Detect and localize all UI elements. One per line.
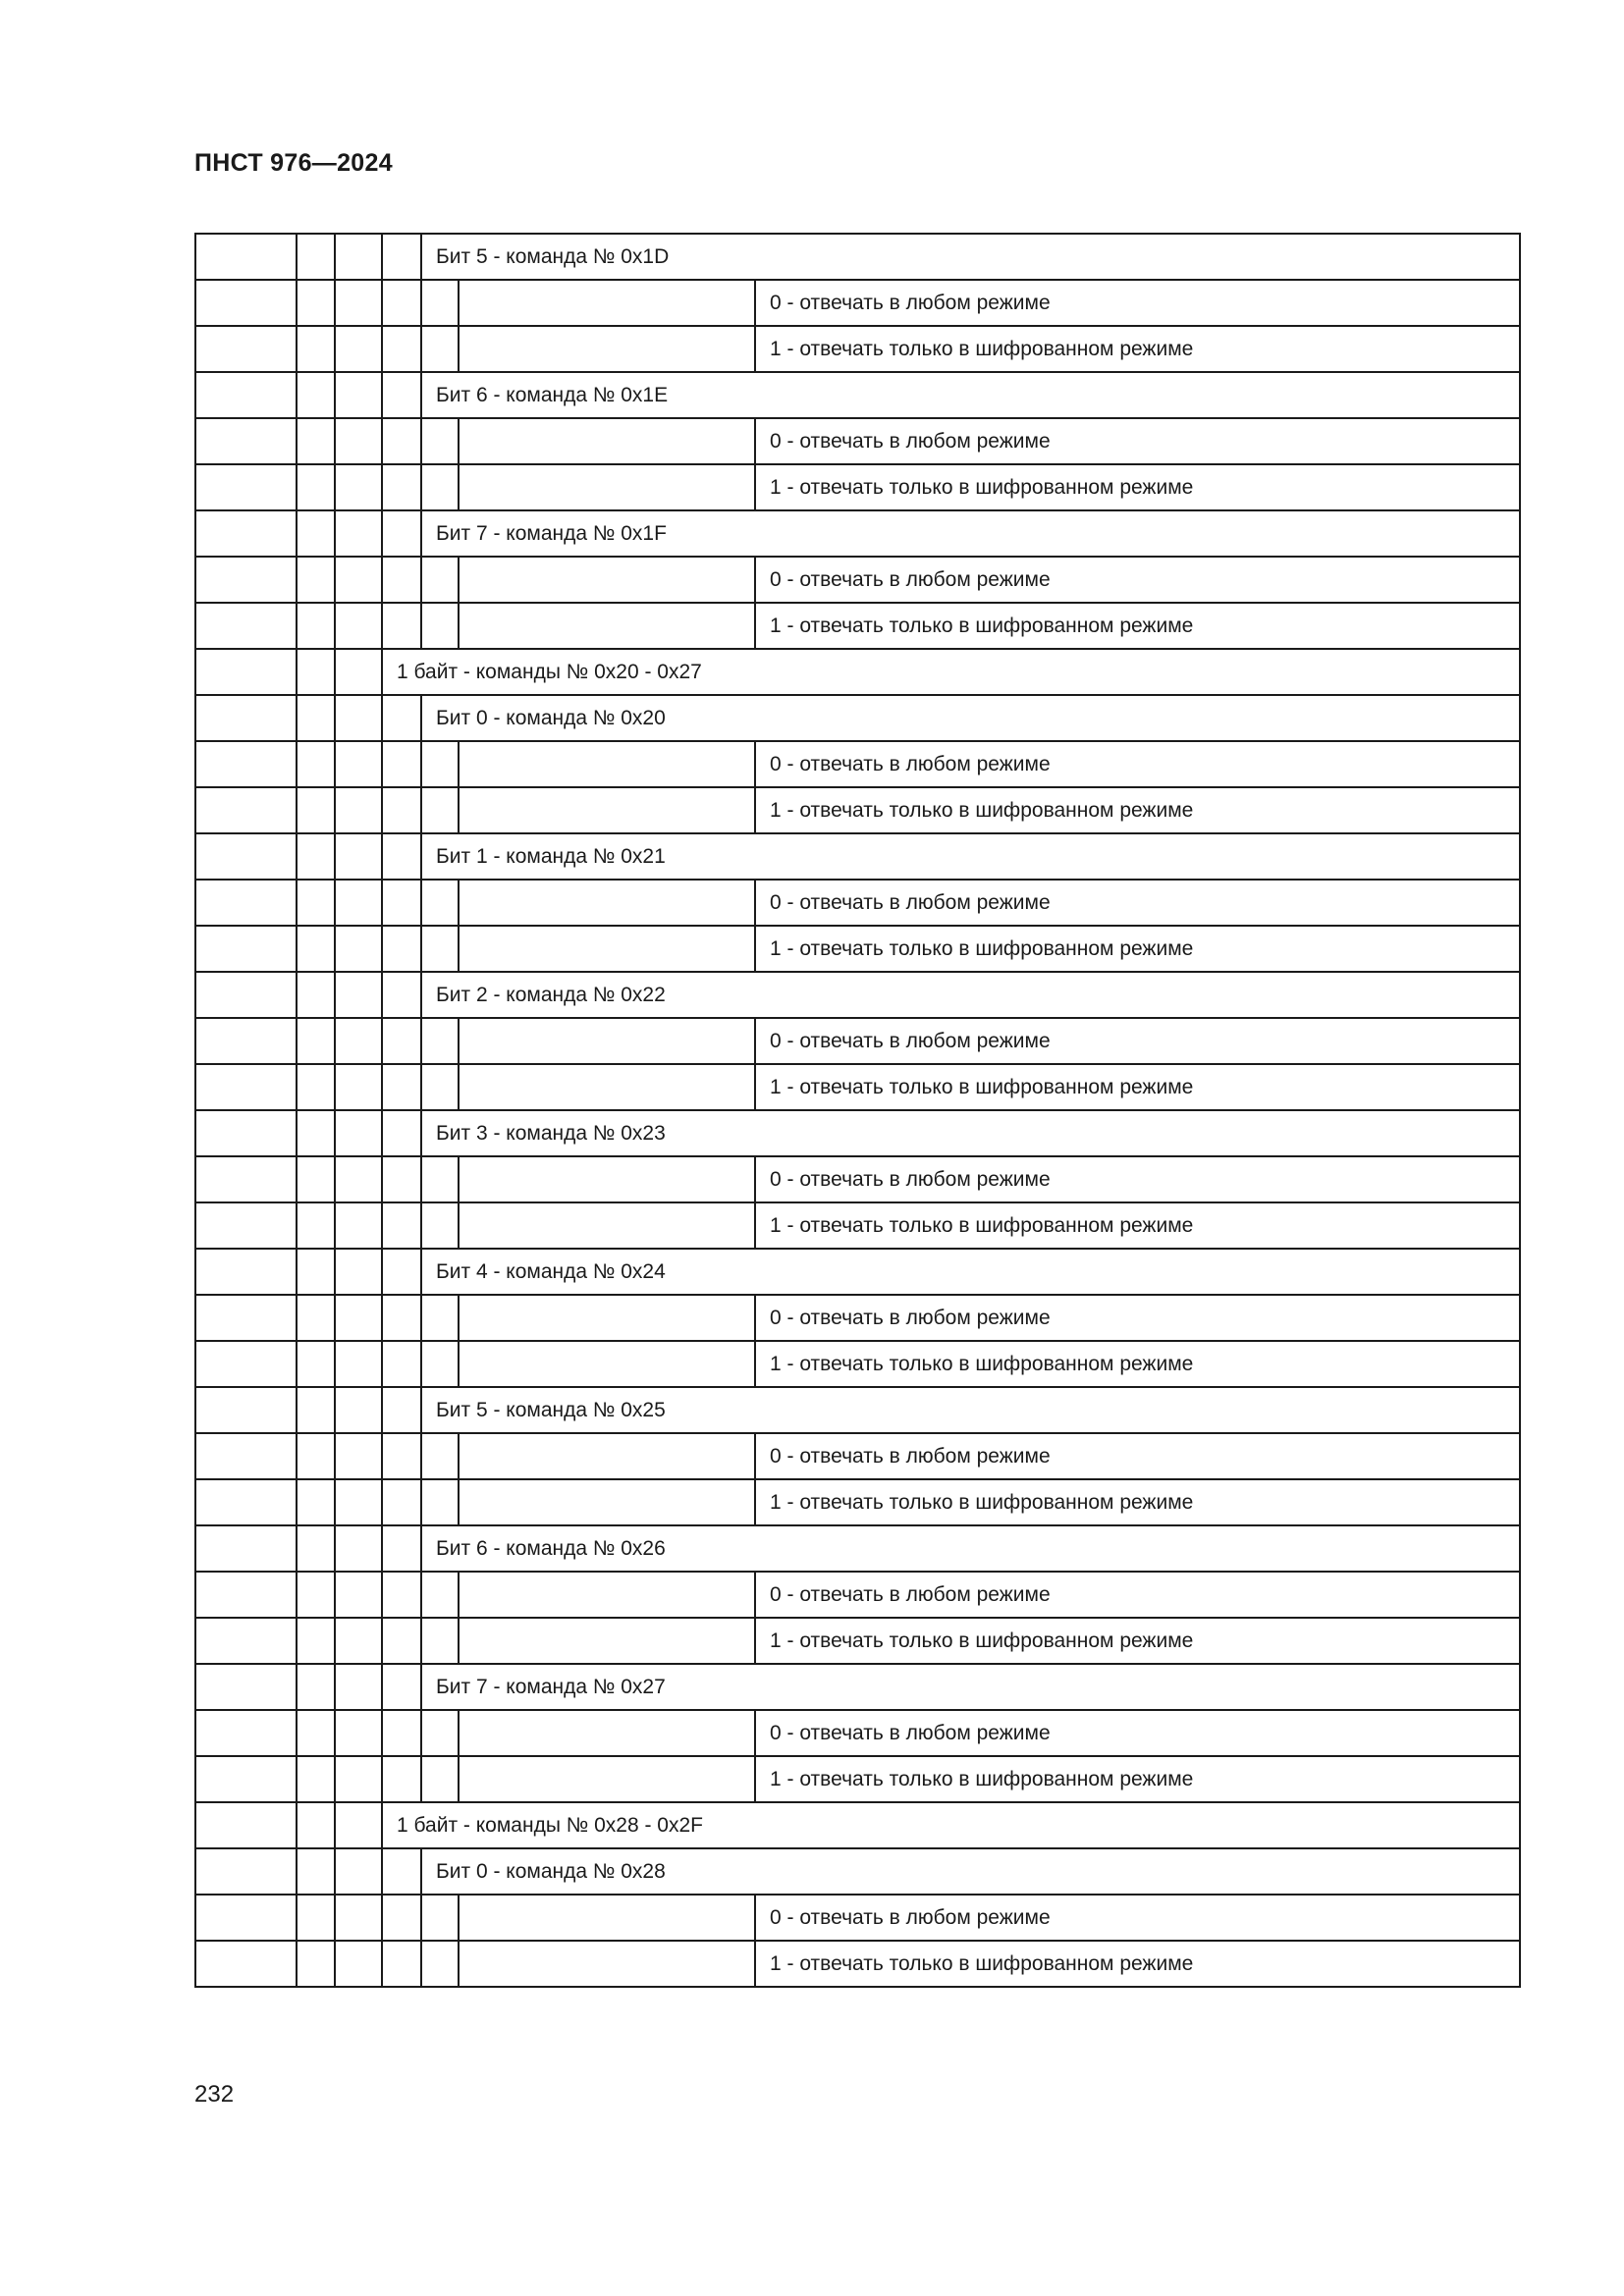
empty-cell <box>297 1433 335 1479</box>
empty-cell <box>297 1525 335 1572</box>
empty-cell <box>335 372 382 418</box>
table-row <box>195 1433 1520 1479</box>
empty-cell <box>195 1249 297 1295</box>
empty-cell <box>382 833 421 880</box>
empty-cell <box>335 234 382 280</box>
empty-cell <box>421 1295 459 1341</box>
empty-cell <box>335 418 382 464</box>
table-row <box>195 1848 1520 1895</box>
empty-cell <box>195 695 297 741</box>
empty-cell <box>195 372 297 418</box>
empty-cell <box>335 1941 382 1987</box>
bit-header-cell: Бит 7 - команда № 0x1F <box>421 510 1520 557</box>
empty-cell <box>195 1848 297 1895</box>
table-row <box>195 1525 1520 1572</box>
empty-cell <box>421 464 459 510</box>
value-cell: 1 - отвечать только в шифрованном режиме <box>755 926 1520 972</box>
empty-cell <box>421 1895 459 1941</box>
empty-cell <box>421 1756 459 1802</box>
empty-cell <box>335 1202 382 1249</box>
empty-cell <box>195 1064 297 1110</box>
value-cell: 0 - отвечать в любом режиме <box>755 1018 1520 1064</box>
empty-cell <box>195 1618 297 1664</box>
empty-cell <box>297 1572 335 1618</box>
empty-cell <box>421 1156 459 1202</box>
empty-cell <box>421 1433 459 1479</box>
bit-header-cell: Бит 0 - команда № 0x28 <box>421 1848 1520 1895</box>
empty-cell <box>459 418 755 464</box>
table-row <box>195 1895 1520 1941</box>
empty-cell <box>459 1756 755 1802</box>
empty-cell <box>459 280 755 326</box>
empty-cell <box>195 510 297 557</box>
table-row <box>195 1802 1520 1848</box>
table-row <box>195 880 1520 926</box>
table-row <box>195 1618 1520 1664</box>
table-row <box>195 1387 1520 1433</box>
empty-cell <box>335 833 382 880</box>
empty-cell <box>421 1710 459 1756</box>
empty-cell <box>195 603 297 649</box>
empty-cell <box>335 1756 382 1802</box>
empty-cell <box>335 1895 382 1941</box>
empty-cell <box>335 603 382 649</box>
empty-cell <box>297 1479 335 1525</box>
value-cell: 1 - отвечать только в шифрованном режиме <box>755 1202 1520 1249</box>
empty-cell <box>382 1848 421 1895</box>
empty-cell <box>195 649 297 695</box>
table-row <box>195 234 1520 280</box>
empty-cell <box>382 1202 421 1249</box>
empty-cell <box>421 418 459 464</box>
value-cell: 0 - отвечать в любом режиме <box>755 741 1520 787</box>
empty-cell <box>297 787 335 833</box>
value-cell: 1 - отвечать только в шифрованном режиме <box>755 1941 1520 1987</box>
empty-cell <box>195 1895 297 1941</box>
bit-header-cell: Бит 5 - команда № 0x1D <box>421 234 1520 280</box>
spec-table-body <box>195 234 1520 1987</box>
empty-cell <box>459 1433 755 1479</box>
empty-cell <box>335 1479 382 1525</box>
empty-cell <box>421 926 459 972</box>
page-number: 232 <box>194 2081 235 2108</box>
empty-cell <box>382 972 421 1018</box>
value-cell: 1 - отвечать только в шифрованном режиме <box>755 326 1520 372</box>
empty-cell <box>297 1249 335 1295</box>
empty-cell <box>459 1618 755 1664</box>
empty-cell <box>195 1341 297 1387</box>
empty-cell <box>382 372 421 418</box>
empty-cell <box>421 741 459 787</box>
empty-cell <box>297 510 335 557</box>
table-row <box>195 695 1520 741</box>
empty-cell <box>382 1710 421 1756</box>
value-cell: 0 - отвечать в любом режиме <box>755 557 1520 603</box>
empty-cell <box>195 833 297 880</box>
empty-cell <box>335 880 382 926</box>
empty-cell <box>297 326 335 372</box>
bit-header-cell: Бит 3 - команда № 0x23 <box>421 1110 1520 1156</box>
empty-cell <box>195 787 297 833</box>
empty-cell <box>459 557 755 603</box>
empty-cell <box>297 1202 335 1249</box>
empty-cell <box>297 1018 335 1064</box>
empty-cell <box>297 1110 335 1156</box>
empty-cell <box>421 787 459 833</box>
value-cell: 0 - отвечать в любом режиме <box>755 880 1520 926</box>
table-row <box>195 418 1520 464</box>
empty-cell <box>195 1110 297 1156</box>
empty-cell <box>335 1664 382 1710</box>
empty-cell <box>195 1802 297 1848</box>
value-cell: 1 - отвечать только в шифрованном режиме <box>755 603 1520 649</box>
table-row <box>195 1064 1520 1110</box>
empty-cell <box>297 1295 335 1341</box>
value-cell: 1 - отвечать только в шифрованном режиме <box>755 1479 1520 1525</box>
empty-cell <box>297 695 335 741</box>
empty-cell <box>335 1710 382 1756</box>
empty-cell <box>382 1664 421 1710</box>
value-cell: 1 - отвечать только в шифрованном режиме <box>755 1618 1520 1664</box>
table-row <box>195 926 1520 972</box>
empty-cell <box>195 1525 297 1572</box>
empty-cell <box>335 510 382 557</box>
empty-cell <box>335 557 382 603</box>
empty-cell <box>382 1249 421 1295</box>
empty-cell <box>459 741 755 787</box>
empty-cell <box>297 741 335 787</box>
empty-cell <box>195 1941 297 1987</box>
empty-cell <box>195 1710 297 1756</box>
value-cell: 1 - отвечать только в шифрованном режиме <box>755 1341 1520 1387</box>
spec-table <box>194 233 1521 1988</box>
empty-cell <box>297 1618 335 1664</box>
table-row <box>195 1156 1520 1202</box>
empty-cell <box>459 880 755 926</box>
bit-header-cell: Бит 5 - команда № 0x25 <box>421 1387 1520 1433</box>
empty-cell <box>195 1156 297 1202</box>
empty-cell <box>382 1941 421 1987</box>
value-cell: 0 - отвечать в любом режиме <box>755 1156 1520 1202</box>
empty-cell <box>459 1895 755 1941</box>
table-row <box>195 1341 1520 1387</box>
empty-cell <box>382 1895 421 1941</box>
empty-cell <box>421 1479 459 1525</box>
value-cell: 0 - отвечать в любом режиме <box>755 280 1520 326</box>
empty-cell <box>382 1479 421 1525</box>
empty-cell <box>195 1387 297 1433</box>
empty-cell <box>297 418 335 464</box>
empty-cell <box>459 926 755 972</box>
empty-cell <box>297 464 335 510</box>
empty-cell <box>335 926 382 972</box>
empty-cell <box>195 418 297 464</box>
empty-cell <box>335 464 382 510</box>
empty-cell <box>459 1941 755 1987</box>
empty-cell <box>195 557 297 603</box>
empty-cell <box>297 280 335 326</box>
table-row <box>195 833 1520 880</box>
empty-cell <box>335 1018 382 1064</box>
empty-cell <box>297 1756 335 1802</box>
value-cell: 1 - отвечать только в шифрованном режиме <box>755 787 1520 833</box>
empty-cell <box>382 1387 421 1433</box>
empty-cell <box>382 1156 421 1202</box>
empty-cell <box>335 326 382 372</box>
bit-header-cell: Бит 6 - команда № 0x1E <box>421 372 1520 418</box>
empty-cell <box>459 603 755 649</box>
empty-cell <box>335 280 382 326</box>
empty-cell <box>195 926 297 972</box>
empty-cell <box>459 326 755 372</box>
empty-cell <box>421 1618 459 1664</box>
table-row <box>195 510 1520 557</box>
empty-cell <box>421 326 459 372</box>
empty-cell <box>459 464 755 510</box>
empty-cell <box>382 695 421 741</box>
empty-cell <box>382 741 421 787</box>
empty-cell <box>335 1110 382 1156</box>
byte-header-cell: 1 байт - команды № 0x20 - 0x27 <box>382 649 1520 695</box>
bit-header-cell: Бит 1 - команда № 0x21 <box>421 833 1520 880</box>
empty-cell <box>297 1802 335 1848</box>
empty-cell <box>421 1202 459 1249</box>
empty-cell <box>195 880 297 926</box>
empty-cell <box>297 972 335 1018</box>
empty-cell <box>297 1387 335 1433</box>
empty-cell <box>195 1479 297 1525</box>
empty-cell <box>195 1202 297 1249</box>
empty-cell <box>459 1202 755 1249</box>
empty-cell <box>297 1064 335 1110</box>
empty-cell <box>421 603 459 649</box>
table-row <box>195 1664 1520 1710</box>
empty-cell <box>335 1525 382 1572</box>
empty-cell <box>335 1572 382 1618</box>
empty-cell <box>297 372 335 418</box>
table-row <box>195 326 1520 372</box>
empty-cell <box>382 234 421 280</box>
empty-cell <box>382 1756 421 1802</box>
empty-cell <box>421 280 459 326</box>
bit-header-cell: Бит 4 - команда № 0x24 <box>421 1249 1520 1295</box>
empty-cell <box>382 1018 421 1064</box>
value-cell: 0 - отвечать в любом режиме <box>755 1433 1520 1479</box>
empty-cell <box>195 1295 297 1341</box>
empty-cell <box>382 418 421 464</box>
empty-cell <box>459 1479 755 1525</box>
empty-cell <box>421 1064 459 1110</box>
empty-cell <box>297 1664 335 1710</box>
table-row <box>195 649 1520 695</box>
empty-cell <box>335 787 382 833</box>
empty-cell <box>335 1618 382 1664</box>
table-row <box>195 1710 1520 1756</box>
empty-cell <box>382 557 421 603</box>
empty-cell <box>335 1802 382 1848</box>
empty-cell <box>421 1941 459 1987</box>
bit-header-cell: Бит 2 - команда № 0x22 <box>421 972 1520 1018</box>
table-row <box>195 557 1520 603</box>
empty-cell <box>195 464 297 510</box>
empty-cell <box>195 1433 297 1479</box>
empty-cell <box>335 741 382 787</box>
table-row <box>195 741 1520 787</box>
empty-cell <box>459 787 755 833</box>
empty-cell <box>297 1848 335 1895</box>
value-cell: 1 - отвечать только в шифрованном режиме <box>755 1064 1520 1110</box>
table-row <box>195 972 1520 1018</box>
table-row <box>195 1756 1520 1802</box>
empty-cell <box>297 1341 335 1387</box>
empty-cell <box>195 741 297 787</box>
empty-cell <box>459 1572 755 1618</box>
empty-cell <box>335 1295 382 1341</box>
table-row <box>195 1572 1520 1618</box>
empty-cell <box>195 1018 297 1064</box>
empty-cell <box>382 1064 421 1110</box>
empty-cell <box>297 1156 335 1202</box>
empty-cell <box>459 1156 755 1202</box>
table-row <box>195 603 1520 649</box>
table-row <box>195 787 1520 833</box>
empty-cell <box>297 557 335 603</box>
value-cell: 0 - отвечать в любом режиме <box>755 418 1520 464</box>
empty-cell <box>335 1848 382 1895</box>
table-row <box>195 1941 1520 1987</box>
empty-cell <box>382 510 421 557</box>
empty-cell <box>421 557 459 603</box>
empty-cell <box>459 1018 755 1064</box>
empty-cell <box>382 787 421 833</box>
table-row <box>195 1202 1520 1249</box>
empty-cell <box>335 695 382 741</box>
empty-cell <box>382 1341 421 1387</box>
table-row <box>195 1295 1520 1341</box>
empty-cell <box>195 234 297 280</box>
empty-cell <box>195 1756 297 1802</box>
document-header: ПНСТ 976—2024 <box>194 149 393 177</box>
table-row <box>195 280 1520 326</box>
empty-cell <box>335 972 382 1018</box>
empty-cell <box>382 880 421 926</box>
empty-cell <box>421 1018 459 1064</box>
table-row <box>195 1249 1520 1295</box>
empty-cell <box>382 326 421 372</box>
empty-cell <box>382 1110 421 1156</box>
empty-cell <box>382 280 421 326</box>
empty-cell <box>382 1295 421 1341</box>
empty-cell <box>335 1387 382 1433</box>
empty-cell <box>297 926 335 972</box>
empty-cell <box>382 1618 421 1664</box>
empty-cell <box>195 280 297 326</box>
empty-cell <box>421 1572 459 1618</box>
empty-cell <box>297 880 335 926</box>
empty-cell <box>297 603 335 649</box>
empty-cell <box>382 926 421 972</box>
empty-cell <box>297 1941 335 1987</box>
value-cell: 1 - отвечать только в шифрованном режиме <box>755 464 1520 510</box>
empty-cell <box>297 1895 335 1941</box>
empty-cell <box>382 603 421 649</box>
empty-cell <box>459 1295 755 1341</box>
empty-cell <box>195 326 297 372</box>
table-row <box>195 1479 1520 1525</box>
empty-cell <box>421 1341 459 1387</box>
empty-cell <box>459 1341 755 1387</box>
empty-cell <box>297 649 335 695</box>
empty-cell <box>297 833 335 880</box>
value-cell: 0 - отвечать в любом режиме <box>755 1710 1520 1756</box>
empty-cell <box>335 649 382 695</box>
empty-cell <box>195 972 297 1018</box>
bit-header-cell: Бит 7 - команда № 0x27 <box>421 1664 1520 1710</box>
byte-header-cell: 1 байт - команды № 0x28 - 0x2F <box>382 1802 1520 1848</box>
table-row <box>195 372 1520 418</box>
value-cell: 0 - отвечать в любом режиме <box>755 1895 1520 1941</box>
empty-cell <box>335 1249 382 1295</box>
empty-cell <box>382 1572 421 1618</box>
empty-cell <box>297 1710 335 1756</box>
empty-cell <box>195 1664 297 1710</box>
value-cell: 1 - отвечать только в шифрованном режиме <box>755 1756 1520 1802</box>
empty-cell <box>335 1064 382 1110</box>
empty-cell <box>382 1433 421 1479</box>
empty-cell <box>195 1572 297 1618</box>
value-cell: 0 - отвечать в любом режиме <box>755 1572 1520 1618</box>
empty-cell <box>459 1064 755 1110</box>
bit-header-cell: Бит 6 - команда № 0x26 <box>421 1525 1520 1572</box>
bit-header-cell: Бит 0 - команда № 0x20 <box>421 695 1520 741</box>
empty-cell <box>335 1433 382 1479</box>
empty-cell <box>459 1710 755 1756</box>
empty-cell <box>335 1156 382 1202</box>
empty-cell <box>421 880 459 926</box>
empty-cell <box>382 1525 421 1572</box>
table-row <box>195 1110 1520 1156</box>
empty-cell <box>382 464 421 510</box>
table-row <box>195 464 1520 510</box>
empty-cell <box>297 234 335 280</box>
empty-cell <box>335 1341 382 1387</box>
table-row <box>195 1018 1520 1064</box>
value-cell: 0 - отвечать в любом режиме <box>755 1295 1520 1341</box>
